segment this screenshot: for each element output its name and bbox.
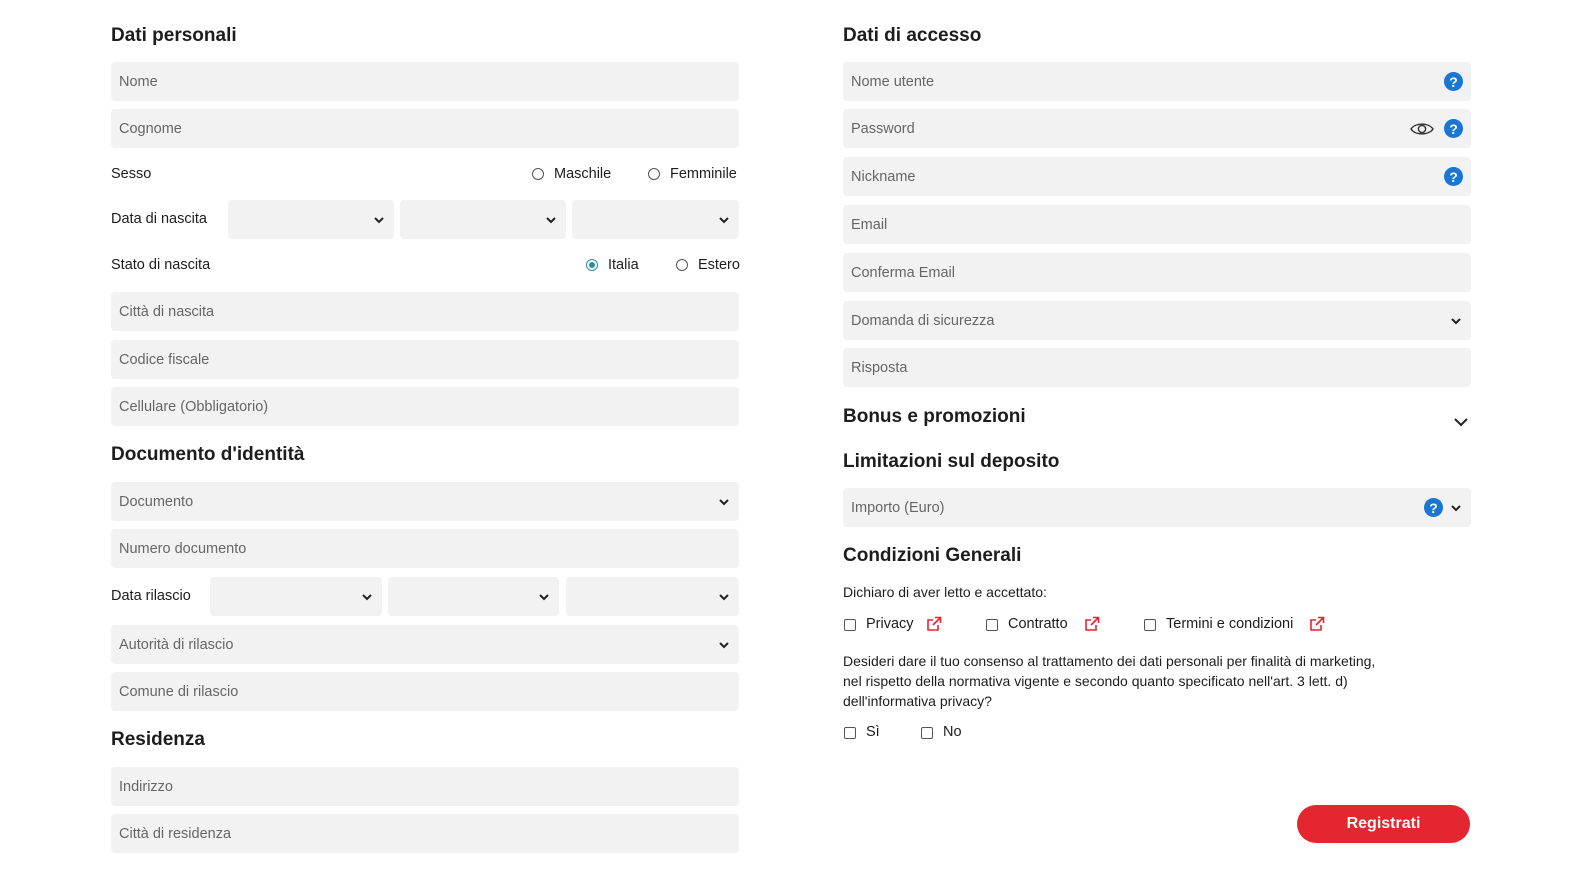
chevron-down-icon	[372, 213, 386, 227]
consent-si-checkbox[interactable]	[844, 727, 856, 739]
email-field[interactable]	[843, 205, 1471, 244]
maschile-radio[interactable]	[532, 168, 544, 180]
chevron-down-icon	[544, 213, 558, 227]
maschile-label: Maschile	[554, 166, 612, 182]
numero-documento-field[interactable]	[111, 529, 739, 568]
citta-residenza-field[interactable]	[111, 814, 739, 853]
femminile-radio[interactable]	[648, 168, 660, 180]
username-input[interactable]	[851, 62, 1444, 101]
nome-input[interactable]	[119, 62, 731, 101]
chevron-down-icon	[717, 590, 731, 604]
chevron-down-icon	[717, 638, 731, 652]
italia-label: Italia	[608, 257, 639, 273]
personal-section-title: Dati personali	[111, 25, 237, 46]
stato-label: Stato di nascita	[111, 257, 211, 273]
comune-rilascio-input[interactable]	[119, 672, 731, 711]
cellulare-input[interactable]	[119, 387, 731, 426]
confirm-email-input[interactable]	[851, 253, 1463, 292]
rilascio-month-select[interactable]	[388, 577, 559, 616]
autorita-select[interactable]	[111, 625, 739, 664]
password-field[interactable]	[843, 109, 1471, 148]
autorita-select-value: Autorità di rilascio	[119, 636, 234, 653]
privacy-checkbox[interactable]	[844, 619, 856, 631]
contratto-label: Contratto	[1008, 616, 1068, 632]
documento-select[interactable]	[111, 482, 739, 521]
rilascio-day-select[interactable]	[210, 577, 382, 616]
consent-no-checkbox[interactable]	[921, 727, 933, 739]
domanda-select[interactable]	[843, 301, 1471, 340]
codice-fiscale-input[interactable]	[119, 340, 731, 379]
risposta-input[interactable]	[851, 348, 1463, 387]
nascita-day-select[interactable]	[228, 200, 394, 239]
password-input[interactable]	[851, 109, 1410, 148]
nickname-input[interactable]	[851, 157, 1444, 196]
sesso-label: Sesso	[111, 166, 152, 182]
citta-residenza-input[interactable]	[119, 814, 731, 853]
nickname-field[interactable]	[843, 157, 1471, 196]
consent-si-label: Sì	[866, 724, 880, 740]
chevron-down-icon[interactable]	[1453, 415, 1469, 429]
chevron-down-icon	[1449, 314, 1463, 328]
cognome-input[interactable]	[119, 109, 731, 148]
privacy-label: Privacy	[866, 616, 914, 632]
citta-nascita-field[interactable]	[111, 292, 739, 331]
cognome-field[interactable]	[111, 109, 739, 148]
consent-no-label: No	[943, 724, 962, 740]
confirm-email-field[interactable]	[843, 253, 1471, 292]
chevron-down-icon	[360, 590, 374, 604]
cellulare-field[interactable]	[111, 387, 739, 426]
numero-documento-input[interactable]	[119, 529, 731, 568]
codice-fiscale-field[interactable]	[111, 340, 739, 379]
deposit-section-title: Limitazioni sul deposito	[843, 451, 1060, 472]
domanda-select-value: Domanda di sicurezza	[851, 312, 995, 329]
chevron-down-icon	[537, 590, 551, 604]
eye-icon[interactable]	[1410, 121, 1434, 137]
importo-select[interactable]	[843, 488, 1471, 527]
email-input[interactable]	[851, 205, 1463, 244]
risposta-field[interactable]	[843, 348, 1471, 387]
document-section-title: Documento d'identità	[111, 444, 305, 465]
conditions-intro: Dichiaro di aver letto e accettato:	[843, 584, 1047, 600]
italia-radio[interactable]	[586, 259, 598, 271]
comune-rilascio-field[interactable]	[111, 672, 739, 711]
bonus-section-title[interactable]: Bonus e promozioni	[843, 406, 1026, 427]
registrati-button[interactable]: Registrati	[1297, 805, 1470, 843]
consent-line-1: Desideri dare il tuo consenso al trattamento dei dati personali per finalità di marketing,	[843, 653, 1376, 669]
contratto-checkbox[interactable]	[986, 619, 998, 631]
conditions-section-title: Condizioni Generali	[843, 545, 1022, 566]
indirizzo-field[interactable]	[111, 767, 739, 806]
nascita-month-select[interactable]	[400, 200, 566, 239]
external-link-icon[interactable]	[1084, 616, 1100, 632]
question-circle-icon[interactable]: ?	[1444, 72, 1463, 91]
rilascio-year-select[interactable]	[566, 577, 739, 616]
consent-line-3: dell'informativa privacy?	[843, 693, 992, 709]
question-circle-icon[interactable]: ?	[1444, 167, 1463, 186]
consent-line-2: nel rispetto della normativa vigente e secondo quanto specificato nell'art. 3 lett. d)	[843, 673, 1348, 689]
termini-label: Termini e condizioni	[1166, 616, 1294, 632]
citta-nascita-input[interactable]	[119, 292, 731, 331]
nome-field[interactable]	[111, 62, 739, 101]
termini-checkbox[interactable]	[1144, 619, 1156, 631]
importo-select-value: Importo (Euro)	[851, 499, 945, 516]
chevron-down-icon	[717, 213, 731, 227]
femminile-label: Femminile	[670, 166, 737, 182]
nascita-label: Data di nascita	[111, 211, 207, 227]
documento-select-value: Documento	[119, 493, 194, 510]
nascita-year-select[interactable]	[572, 200, 739, 239]
external-link-icon[interactable]	[1309, 616, 1325, 632]
estero-radio[interactable]	[676, 259, 688, 271]
access-section-title: Dati di accesso	[843, 25, 982, 46]
indirizzo-input[interactable]	[119, 767, 731, 806]
username-field[interactable]	[843, 62, 1471, 101]
rilascio-label: Data rilascio	[111, 588, 191, 604]
chevron-down-icon	[1449, 501, 1463, 515]
question-circle-icon[interactable]: ?	[1444, 119, 1463, 138]
chevron-down-icon	[717, 495, 731, 509]
residence-section-title: Residenza	[111, 729, 205, 750]
question-circle-icon[interactable]: ?	[1424, 498, 1443, 517]
external-link-icon[interactable]	[926, 616, 942, 632]
estero-label: Estero	[698, 257, 740, 273]
